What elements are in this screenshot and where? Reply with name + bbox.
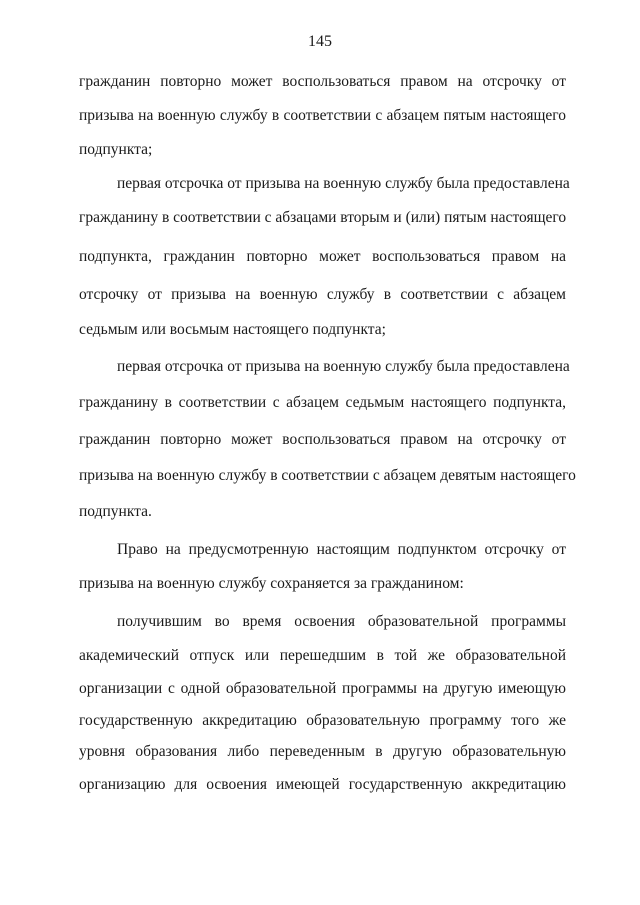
- text-line: подпункта.: [79, 503, 152, 520]
- text-line: получившим во время освоения образовательной программы: [117, 613, 566, 630]
- text-line: гражданину в соответствии с абзацем седьмым настоящего подпункта,: [79, 394, 566, 411]
- text-line: первая отсрочка от призыва на военную службу была предоставлена: [117, 175, 570, 192]
- text-line: гражданин повторно может воспользоваться правом на отсрочку от: [79, 73, 566, 90]
- text-line: гражданин повторно может воспользоваться правом на отсрочку от: [79, 431, 566, 448]
- text-line: государственную аккредитацию образовательную программу того же: [79, 712, 566, 729]
- text-line: уровня образования либо переведенным в другую образовательную: [79, 743, 566, 760]
- text-line: академический отпуск или перешедшим в той же образовательной: [79, 647, 566, 664]
- text-line: Право на предусмотренную настоящим подпунктом отсрочку от: [117, 541, 566, 558]
- text-line: подпункта, гражданин повторно может воспользоваться правом на: [79, 248, 566, 265]
- text-line: подпункта;: [79, 141, 153, 158]
- text-line: организацию для освоения имеющей государственную аккредитацию: [79, 776, 566, 793]
- text-line: седьмым или восьмым настоящего подпункта;: [79, 321, 386, 338]
- text-line: организации с одной образовательной программы на другую имеющую: [79, 680, 566, 697]
- text-line: отсрочку от призыва на военную службу в соответствии с абзацем: [79, 286, 566, 303]
- text-line: призыва на военную службу в соответствии с абзацем пятым настоящего: [79, 107, 566, 124]
- text-line: призыва на военную службу сохраняется за гражданином:: [79, 575, 464, 592]
- page-number: 145: [308, 33, 332, 50]
- text-line: первая отсрочка от призыва на военную службу была предоставлена: [117, 358, 570, 375]
- text-line: призыва на военную службу в соответствии с абзацем девятым настоящего: [79, 467, 576, 484]
- text-line: гражданину в соответствии с абзацами вторым и (или) пятым настоящего: [79, 209, 567, 226]
